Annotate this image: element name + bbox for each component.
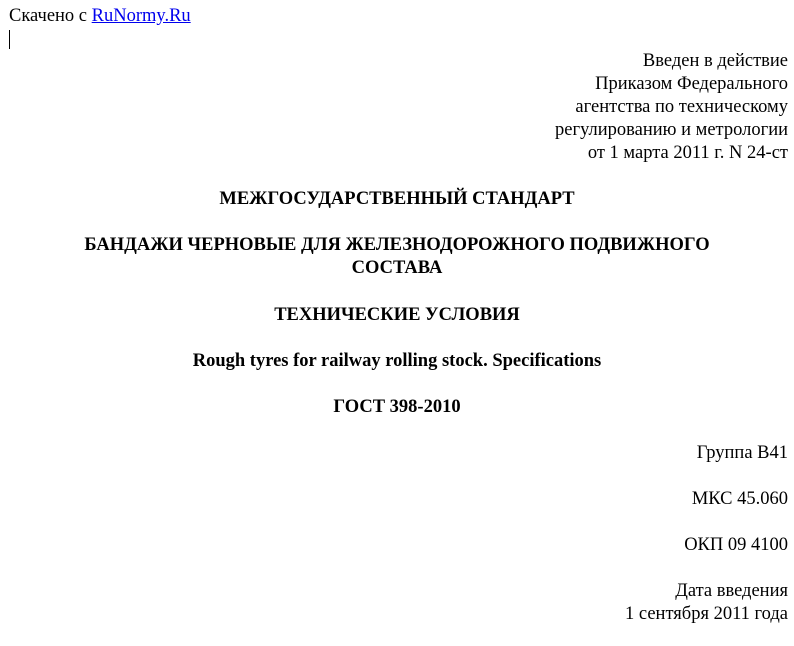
enactment-line: Введен в действие [642,51,788,71]
enactment-line: от 1 марта 2011 г. N 24-ст [587,143,788,163]
source-line [9,5,191,28]
document-title-line: СОСТАВА [351,258,443,278]
enactment-line: Приказом Федерального [595,74,788,94]
gost-number: ГОСТ 398-2010 [333,397,461,417]
enactment-line: агентства по техническому [575,97,788,117]
classification-group: Группа В41 [696,443,788,463]
enactment-note [555,50,788,165]
source-prefix: Скачено с [9,6,88,26]
source-link[interactable]: RuNormy.Ru [91,6,191,26]
document-subtitle: ТЕХНИЧЕСКИЕ УСЛОВИЯ [274,305,520,325]
enactment-line: регулированию и метрологии [555,120,788,140]
introduction-date-value: 1 сентября 2011 года [625,604,788,624]
classification-okp: ОКП 09 4100 [684,535,788,555]
classification-mks: МКС 45.060 [691,489,788,509]
introduction-date [625,580,788,626]
introduction-date-label: Дата введения [675,581,788,601]
standard-type-heading: МЕЖГОСУДАРСТВЕННЫЙ СТАНДАРТ [219,189,575,209]
english-title: Rough tyres for railway rolling stock. Specifications [192,351,602,371]
text-caret [9,30,10,49]
document-title-line: БАНДАЖИ ЧЕРНОВЫЕ ДЛЯ ЖЕЛЕЗНОДОРОЖНОГО ПОДВИЖНОГО [84,235,710,255]
document-title [0,234,794,280]
